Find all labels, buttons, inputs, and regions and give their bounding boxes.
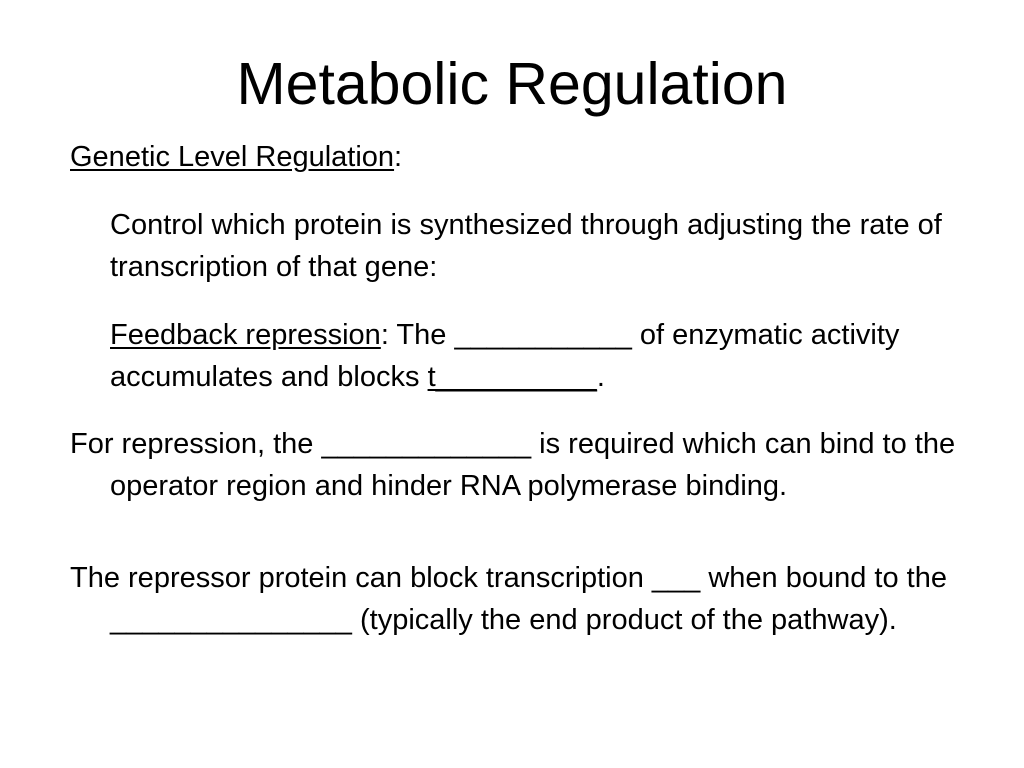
feedback-blank: t__________	[427, 361, 597, 393]
section-heading-text: Genetic Level Regulation	[70, 141, 395, 173]
feedback-term: Feedback repression	[110, 319, 381, 351]
section-heading-colon: :	[394, 141, 403, 173]
slide-title: Metabolic Regulation	[236, 51, 788, 117]
control-paragraph: Control which protein is synthesized through adjusting the rate of transcription of that gene:	[110, 209, 942, 283]
repressor-bullet: The repressor protein can block transcription ___ when bound to the _______________ (typically the end product of the pathway).	[70, 562, 947, 636]
feedback-text: : The ___________ of enzymatic activity accumulates and blocks	[110, 319, 900, 393]
repression-bullet: For repression, the _____________ is required which can bind to the operator region and hinder RNA polymerase binding.	[70, 428, 956, 502]
section-heading	[70, 136, 402, 178]
feedback-end: .	[596, 361, 605, 393]
feedback-paragraph	[110, 314, 970, 398]
